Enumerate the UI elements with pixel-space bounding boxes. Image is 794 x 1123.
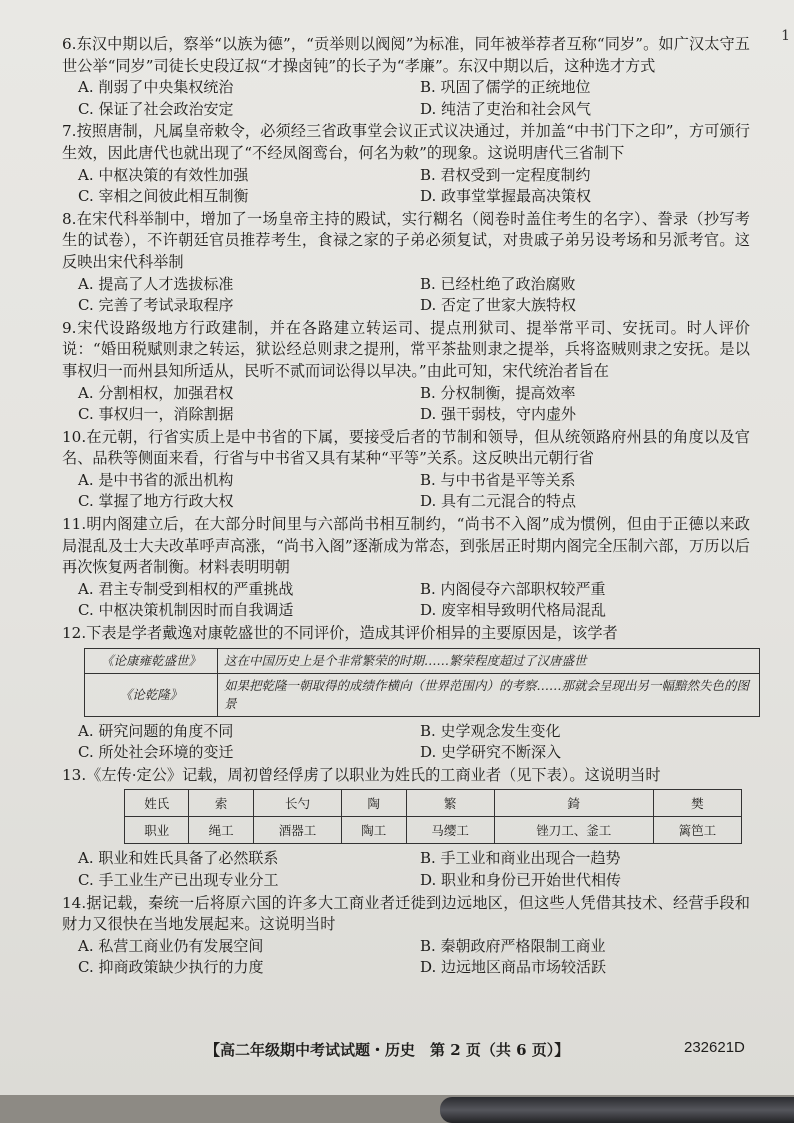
options: [62, 579, 750, 622]
table-cell: 《论乾隆》: [85, 673, 218, 716]
table-cell: 这在中国历史上是个非常繁荣的时期……繁荣程度超过了汉唐盛世: [218, 648, 760, 673]
table-cell: 陶工: [342, 817, 406, 844]
question-stem: 6.东汉中期以后，察举“以族为德”，“贡举则以阀阅”为标准，同年被举荐者互称“同岁”。如广汉太守五世公举“同岁”司徒长史段辽叔“才操卤钝”的长子为“孝廉”。东汉中期以后，这种选才方式: [62, 35, 750, 75]
table-cell: 酒器工: [253, 817, 341, 844]
option-b: B. 巩固了儒学的正统地位: [420, 78, 591, 97]
option-a: A. 君主专制受到相权的严重挑战: [78, 579, 294, 598]
surname-table: [124, 789, 742, 844]
option-b: B. 史学观念发生变化: [420, 721, 561, 740]
question-7: [62, 121, 750, 207]
option-c: C. 事权归一，消除割据: [78, 405, 234, 424]
table-cell: 绳工: [189, 817, 253, 844]
option-b: B. 手工业和商业出现合一趋势: [420, 849, 621, 868]
question-13: [62, 765, 750, 892]
table-cell: 职业: [125, 817, 189, 844]
option-c: C. 所处社会环境的变迁: [78, 743, 234, 762]
option-b: B. 内阁侵夺六部职权较严重: [420, 579, 606, 598]
options: [62, 721, 750, 764]
table-cell: 篱笆工: [653, 817, 741, 844]
table-cell: 樊: [653, 790, 741, 817]
evaluation-table: [84, 648, 760, 717]
option-b: B. 秦朝政府严格限制工商业: [420, 936, 606, 955]
pen-object: [440, 1097, 794, 1123]
option-d: D. 边远地区商品市场较活跃: [420, 958, 607, 977]
option-d: D. 具有二元混合的特点: [420, 492, 577, 511]
table-row: [85, 648, 760, 673]
options: [62, 77, 750, 120]
table-row: [85, 673, 760, 716]
options: [62, 165, 750, 208]
table-cell: 陶: [342, 790, 406, 817]
question-stem: 10.在元朝，行省实质上是中书省的下属，要接受后者的节制和领导，但从统领路府州县的角度以及官名、品秩等侧面来看，行省与中书省又具有某种“平等”关系。这反映出元朝行省: [62, 427, 750, 468]
option-b: B. 与中书省是平等关系: [420, 470, 576, 489]
option-d: D. 废宰相导致明代格局混乱: [420, 601, 607, 620]
option-a: A. 提高了人才选拔标准: [78, 274, 234, 293]
question-12: [62, 623, 750, 764]
option-a: A. 是中书省的派出机构: [78, 470, 234, 489]
table-cell: 长勺: [253, 790, 341, 817]
corner-mark: 1: [781, 28, 790, 44]
option-b: B. 分权制衡，提高效率: [420, 383, 576, 402]
option-c: C. 抑商政策缺少执行的力度: [78, 958, 264, 977]
option-c: C. 保证了社会政治安定: [78, 99, 234, 118]
table-cell: 錡: [494, 790, 653, 817]
option-a: A. 私营工商业仍有发展空间: [78, 936, 264, 955]
options: [62, 470, 750, 513]
question-stem: 11.明内阁建立后，在大部分时间里与六部尚书相互制约，“尚书不入阁”成为惯例，但由于正德以来政局混乱及士大夫改革呼声高涨，“尚书入阁”逐渐成为常态，到张居正时期内阁完全压制六部，万历以后再次恢复两者制衡。材料表明明朝: [62, 515, 750, 577]
table-row: [125, 817, 742, 844]
question-9: [62, 318, 750, 426]
question-stem: 8.在宋代科举制中，增加了一场皇帝主持的殿试，实行糊名（阅卷时盖住考生的名字）、誊录（抄写考生的试卷），不许朝廷官员推荐考生，食禄之家的子弟必须复试，对贵戚子弟另设考场和另派考官。这反映出宋代科举制: [62, 209, 750, 271]
table-cell: 索: [189, 790, 253, 817]
exam-code: 232621D: [684, 1039, 745, 1056]
question-stem: 9.宋代设路级地方行政建制，并在各路建立转运司、提点刑狱司、提举常平司、安抚司。时人评价说：“婚田税赋则隶之转运，狱讼经总则隶之提刑，常平茶盐则隶之提举，兵将盗贼则隶之安抚。是以事权归一而州县知所适从，民听不贰而词讼得以早决。”由此可知，宋代统治者旨在: [62, 318, 750, 380]
table-cell: 《论康雍乾盛世》: [85, 648, 218, 673]
table-cell: 如果把乾隆一朝取得的成绩作横向（世界范围内）的考察……那就会呈现出另一幅黯然失色的图景: [218, 673, 760, 716]
questions-area: [62, 34, 750, 980]
option-c: C. 完善了考试录取程序: [78, 296, 234, 315]
option-d: D. 否定了世家大族特权: [420, 296, 577, 315]
option-a: A. 削弱了中央集权统治: [78, 78, 234, 97]
question-stem: 13.《左传·定公》记载，周初曾经俘虏了以职业为姓氏的工商业者（见下表）。这说明当时: [62, 765, 661, 784]
options: [62, 936, 750, 979]
option-d: D. 纯洁了吏治和社会风气: [420, 99, 592, 118]
table-cell: 锉刀工、釜工: [494, 817, 653, 844]
question-stem: 14.据记载，秦统一后将原六国的许多大工商业者迁徙到边远地区，但这些人凭借其技术、经营手段和财力又很快在当地发展起来。这说明当时: [62, 893, 750, 934]
option-d: D. 职业和身份已开始世代相传: [420, 871, 622, 889]
option-a: A. 研究问题的角度不同: [78, 721, 234, 740]
option-d: D. 政事堂掌握最高决策权: [420, 187, 592, 206]
option-b: B. 已经杜绝了政治腐败: [420, 274, 576, 293]
question-11: [62, 514, 750, 622]
option-d: D. 强干弱枝，守内虚外: [420, 405, 577, 424]
page-footer: [0, 1039, 794, 1063]
option-a: A. 分割相权，加强君权: [78, 383, 234, 402]
question-8: [62, 209, 750, 317]
option-c: C. 宰相之间彼此相互制衡: [78, 187, 249, 206]
table-cell: 繁: [406, 790, 494, 817]
option-d: D. 史学研究不断深入: [420, 743, 562, 762]
options: [62, 848, 750, 891]
question-stem: 7.按照唐制，凡属皇帝敕令，必须经三省政事堂会议正式议决通过，并加盖“中书门下之印”，方可颁行生效，因此唐代也就出现了“不经凤阁鸾台，何名为敕”的现象。这说明唐代三省制下: [62, 122, 750, 162]
options: [62, 274, 750, 317]
question-6: [62, 34, 750, 120]
options: [62, 383, 750, 426]
option-a: A. 中枢决策的有效性加强: [78, 165, 249, 184]
option-a: A. 职业和姓氏具备了必然联系: [78, 849, 279, 868]
option-c: C. 掌握了地方行政大权: [78, 492, 234, 511]
table-cell: 姓氏: [125, 790, 189, 817]
question-14: [62, 893, 750, 979]
option-b: B. 君权受到一定程度制约: [420, 165, 591, 184]
table-row: [125, 790, 742, 817]
question-stem: 12.下表是学者戴逸对康乾盛世的不同评价，造成其评价相异的主要原因是，该学者: [62, 624, 618, 643]
option-c: C. 手工业生产已出现专业分工: [78, 871, 279, 889]
footer-title: 【高二年级期中考试试题・历史 第 2 页（共 6 页）】: [205, 1041, 570, 1059]
option-c: C. 中枢决策机制因时而自我调适: [78, 601, 294, 620]
question-10: [62, 427, 750, 513]
table-cell: 马缨工: [406, 817, 494, 844]
